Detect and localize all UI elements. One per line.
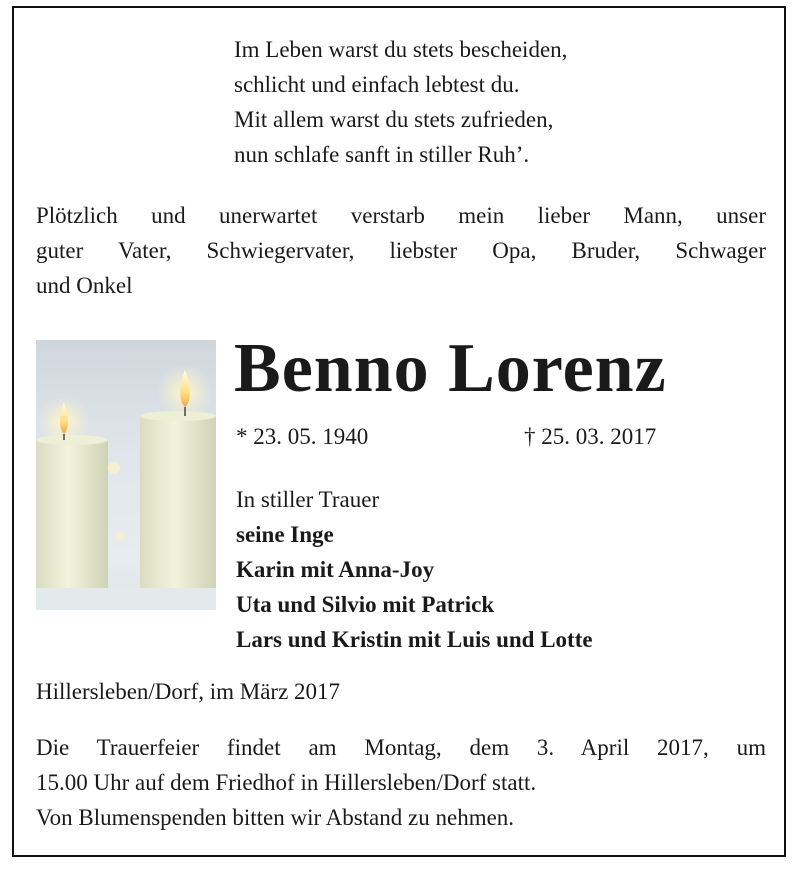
poem-line: schlicht und einfach lebtest du.: [234, 72, 520, 97]
poem-line: nun schlafe sanft in stiller Ruh’.: [234, 142, 530, 167]
service-line: Von Blumenspenden bitten wir Abstand zu nehmen.: [36, 805, 515, 830]
poem-line: Im Leben warst du stets bescheiden,: [234, 37, 568, 62]
announcement-line: Plötzlich und unerwartet verstarb mein lieber Mann, unser: [36, 203, 766, 228]
candles-illustration: [36, 340, 216, 610]
obituary-frame: [12, 6, 786, 857]
birth-date: * 23. 05. 1940: [236, 424, 369, 449]
announcement-line: und Onkel: [36, 273, 133, 298]
death-date: † 25. 03. 2017: [524, 424, 657, 449]
poem: [234, 32, 567, 172]
service-line: 15.00 Uhr auf dem Friedhof in Hillersleben/Dorf statt.: [36, 770, 537, 795]
funeral-service-info: [36, 730, 766, 835]
poem-line: Mit allem warst du stets zufrieden,: [234, 107, 554, 132]
service-line: Die Trauerfeier findet am Montag, dem 3. April 2017, um: [36, 735, 766, 760]
mourners-block: [236, 482, 593, 657]
mourning-heading: In stiller Trauer: [236, 487, 380, 512]
mourner-name: Lars und Kristin mit Luis und Lotte: [236, 627, 593, 652]
announcement-text: [36, 198, 766, 303]
candles-photo: [36, 340, 216, 610]
mourner-name: Uta und Silvio mit Patrick: [236, 592, 495, 617]
mourner-name: seine Inge: [236, 522, 334, 547]
announcement-line: guter Vater, Schwiegervater, liebster Opa, Bruder, Schwager: [36, 238, 766, 263]
place-date: Hillersleben/Dorf, im März 2017: [36, 679, 341, 704]
deceased-name: Benno Lorenz: [234, 330, 667, 407]
mourner-name: Karin mit Anna-Joy: [236, 557, 435, 582]
